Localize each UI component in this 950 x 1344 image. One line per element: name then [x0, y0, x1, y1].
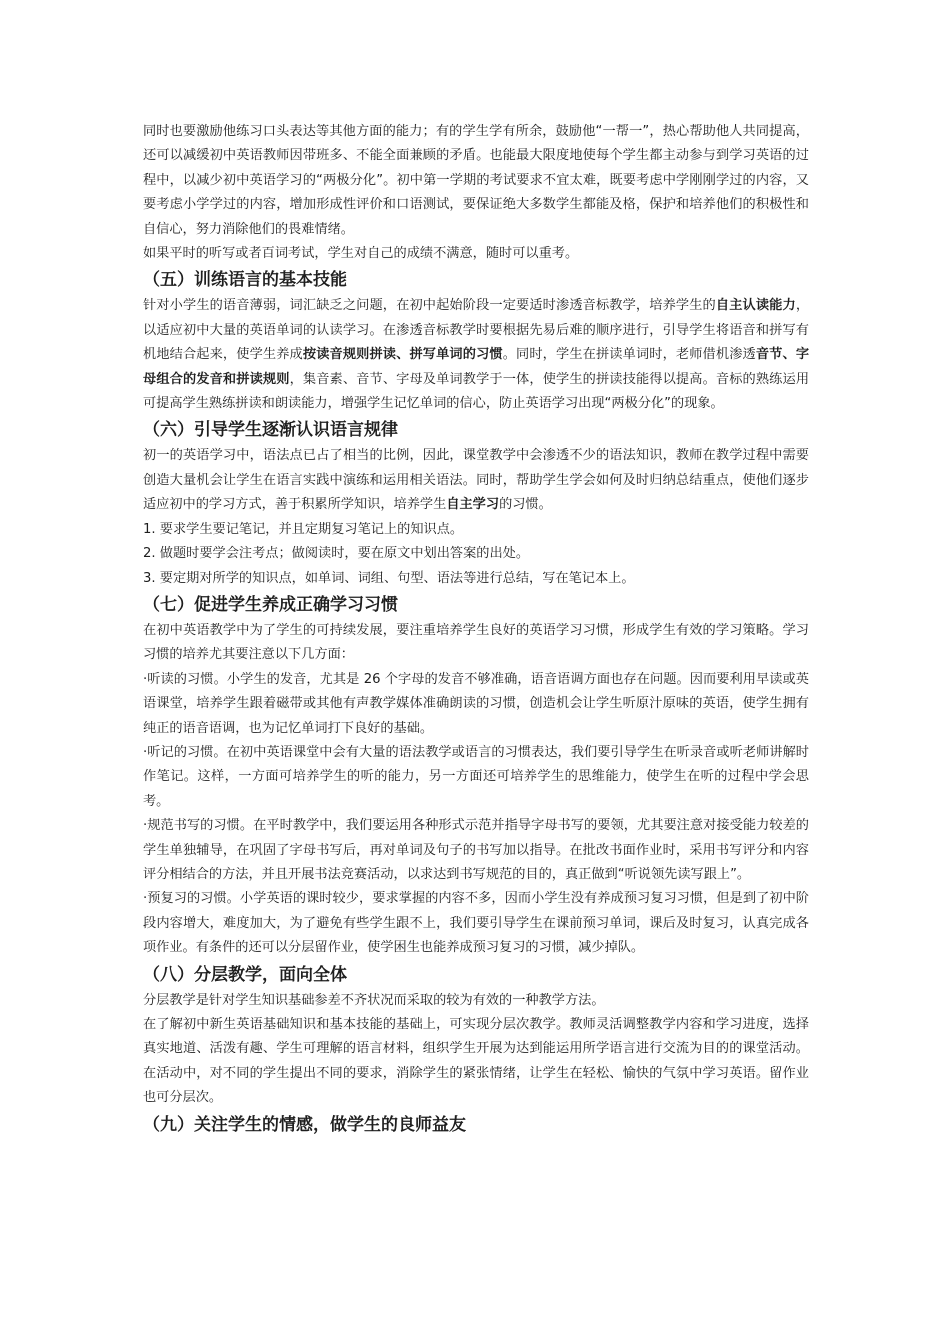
section-heading-6: （六）引导学生逐渐认识语言规律: [143, 420, 398, 441]
section-heading-5: （五）训练语言的基本技能: [143, 270, 347, 291]
text-run: 初一的英语学习中，语法点已占了相当的比例，因此，课堂教学中会渗透不少的语法知识，教师在教学过程中需要创造大量机会让学生在语言实践中演练和运用相关语法。同时，帮助学生学会如何及时归纳总结重点，使他们逐步适应初中的学习方式，善于积累所学知识，培养学生: [143, 448, 809, 513]
text-run: 针对小学生的语音薄弱，词汇缺乏之问题，在初中起始阶段一定要适时渗透音标教学，培养学生的: [143, 298, 716, 314]
list-item: 3. 要定期对所学的知识点，如单词、词组、句型、语法等进行总结，写在笔记本上。: [143, 570, 635, 586]
paragraph: 分层教学是针对学生知识基础参差不齐状况而采取的较为有效的一种教学方法。: [143, 992, 605, 1008]
list-item: 2. 做题时要学会注考点；做阅读时，要在原文中划出答案的出处。: [143, 546, 530, 562]
text-run: 。同时，学生在拼读单词时，老师借机渗透: [502, 347, 756, 363]
list-item: 1. 要求学生要记笔记，并且定期复习笔记上的知识点。: [143, 521, 464, 537]
paragraph: [143, 444, 809, 517]
text-run: 的习惯。: [499, 497, 552, 513]
bold-text: 自主认读能力: [715, 298, 796, 314]
paragraph: [143, 294, 809, 416]
paragraph: 如果平时的听写或者百词考试，学生对自己的成绩不满意，随时可以重考。: [143, 246, 579, 262]
paragraph: 同时也要激励他练习口头表达等其他方面的能力；有的学生学有所余，鼓励他“一帮一”，热心帮助他人共同提高，还可以减缓初中英语教师因带班多、不能全面兼顾的矛盾。也能最大限度地使每个学生都主动参与到学习英语的过程中，以减少初中英语学习的“两极分化”。初中第一学期的考试要求不宜太难，既要考虑中学刚刚学过的内容，又要考虑小学学过的内容，增加形成性评价和口语测试，要保证绝大多数学生都能及格，保护和培养他们的积极性和自信心，努力消除他们的畏难情绪。: [143, 124, 809, 237]
document-page: [143, 120, 809, 1139]
bullet-paragraph: ·听记的习惯。在初中英语课堂中会有大量的语法教学或语言的习惯表达，我们要引导学生在听录音或听老师讲解时作笔记。这样，一方面可培养学生的听的能力，另一方面还可培养学生的思维能力，使学生在听的过程中学会思考。: [143, 744, 809, 809]
paragraph: 在初中英语教学中为了学生的可持续发展，要注重培养学生良好的英语学习习惯，形成学生有效的学习策略。学习习惯的培养尤其要注意以下几方面：: [143, 622, 809, 663]
section-heading-9: （九）关注学生的情感，做学生的良师益友: [143, 1114, 466, 1135]
text-run: ，以适应初中大量的英语单词的认读学习。在渗透音标教学时要根据先易后难的顺序进行，引导学生将语音和拼写有机地结合起来，使学生养成: [143, 298, 809, 363]
bullet-paragraph: ·预复习的习惯。小学英语的课时较少，要求掌握的内容不多，因而小学生没有养成预习复习习惯，但是到了初中阶段内容增大，难度加大，为了避免有些学生跟不上，我们要引导学生在课前预习单词，课后及时复习，认真完成各项作业。有条件的还可以分层留作业，使学困生也能养成预习复习的习惯，减少掉队。: [143, 891, 809, 956]
bullet-paragraph: ·听读的习惯。小学生的发音，尤其是 26 个字母的发音不够准确，语音语调方面也存在问题。因而要利用早读或英语课堂，培养学生跟着磁带或其他有声教学媒体准确朗读的习惯，创造机会让学生听原汁原味的英语，使学生拥有纯正的语音语调，也为记忆单词打下良好的基础。: [143, 671, 809, 736]
paragraph: 在了解初中新生英语基础知识和基本技能的基础上，可实现分层次教学。教师灵活调整教学内容和学习进度，选择真实地道、活泼有趣、学生可理解的语言材料，组织学生开展为达到能运用所学语言进行交流为目的的课堂活动。在活动中，对不同的学生提出不同的要求，消除学生的紧张情绪，让学生在轻松、愉快的气氛中学习英语。留作业也可分层次。: [143, 1017, 809, 1106]
bold-text: 按读音规则拼读、拼写单词的习惯: [302, 347, 503, 363]
bold-text: 自主学习: [446, 497, 500, 513]
bullet-paragraph: ·规范书写的习惯。在平时教学中，我们要运用各种形式示范并指导字母书写的要领，尤其要注意对接受能力较差的学生单独辅导，在巩固了字母书写后，再对单词及句子的书写加以指导。在批改书面作业时，采用书写评分和内容评分相结合的方法，并且开展书法竞赛活动，以求达到书写规范的目的，真正做到“听说领先读写跟上”。: [143, 818, 809, 882]
text-run: ，集音素、音节、字母及单词教学于一体，使学生的拼读技能得以提高。音标的熟练运用可提高学生熟练拼读和朗读能力，增强学生记忆单词的信心，防止英语学习出现“两极分化”的现象。: [143, 371, 810, 412]
bold-text: 音节、字母组合的发音和拼读规则: [143, 347, 810, 387]
section-heading-7: （七）促进学生养成正确学习习惯: [143, 594, 398, 615]
section-heading-8: （八）分层教学，面向全体: [143, 964, 347, 985]
